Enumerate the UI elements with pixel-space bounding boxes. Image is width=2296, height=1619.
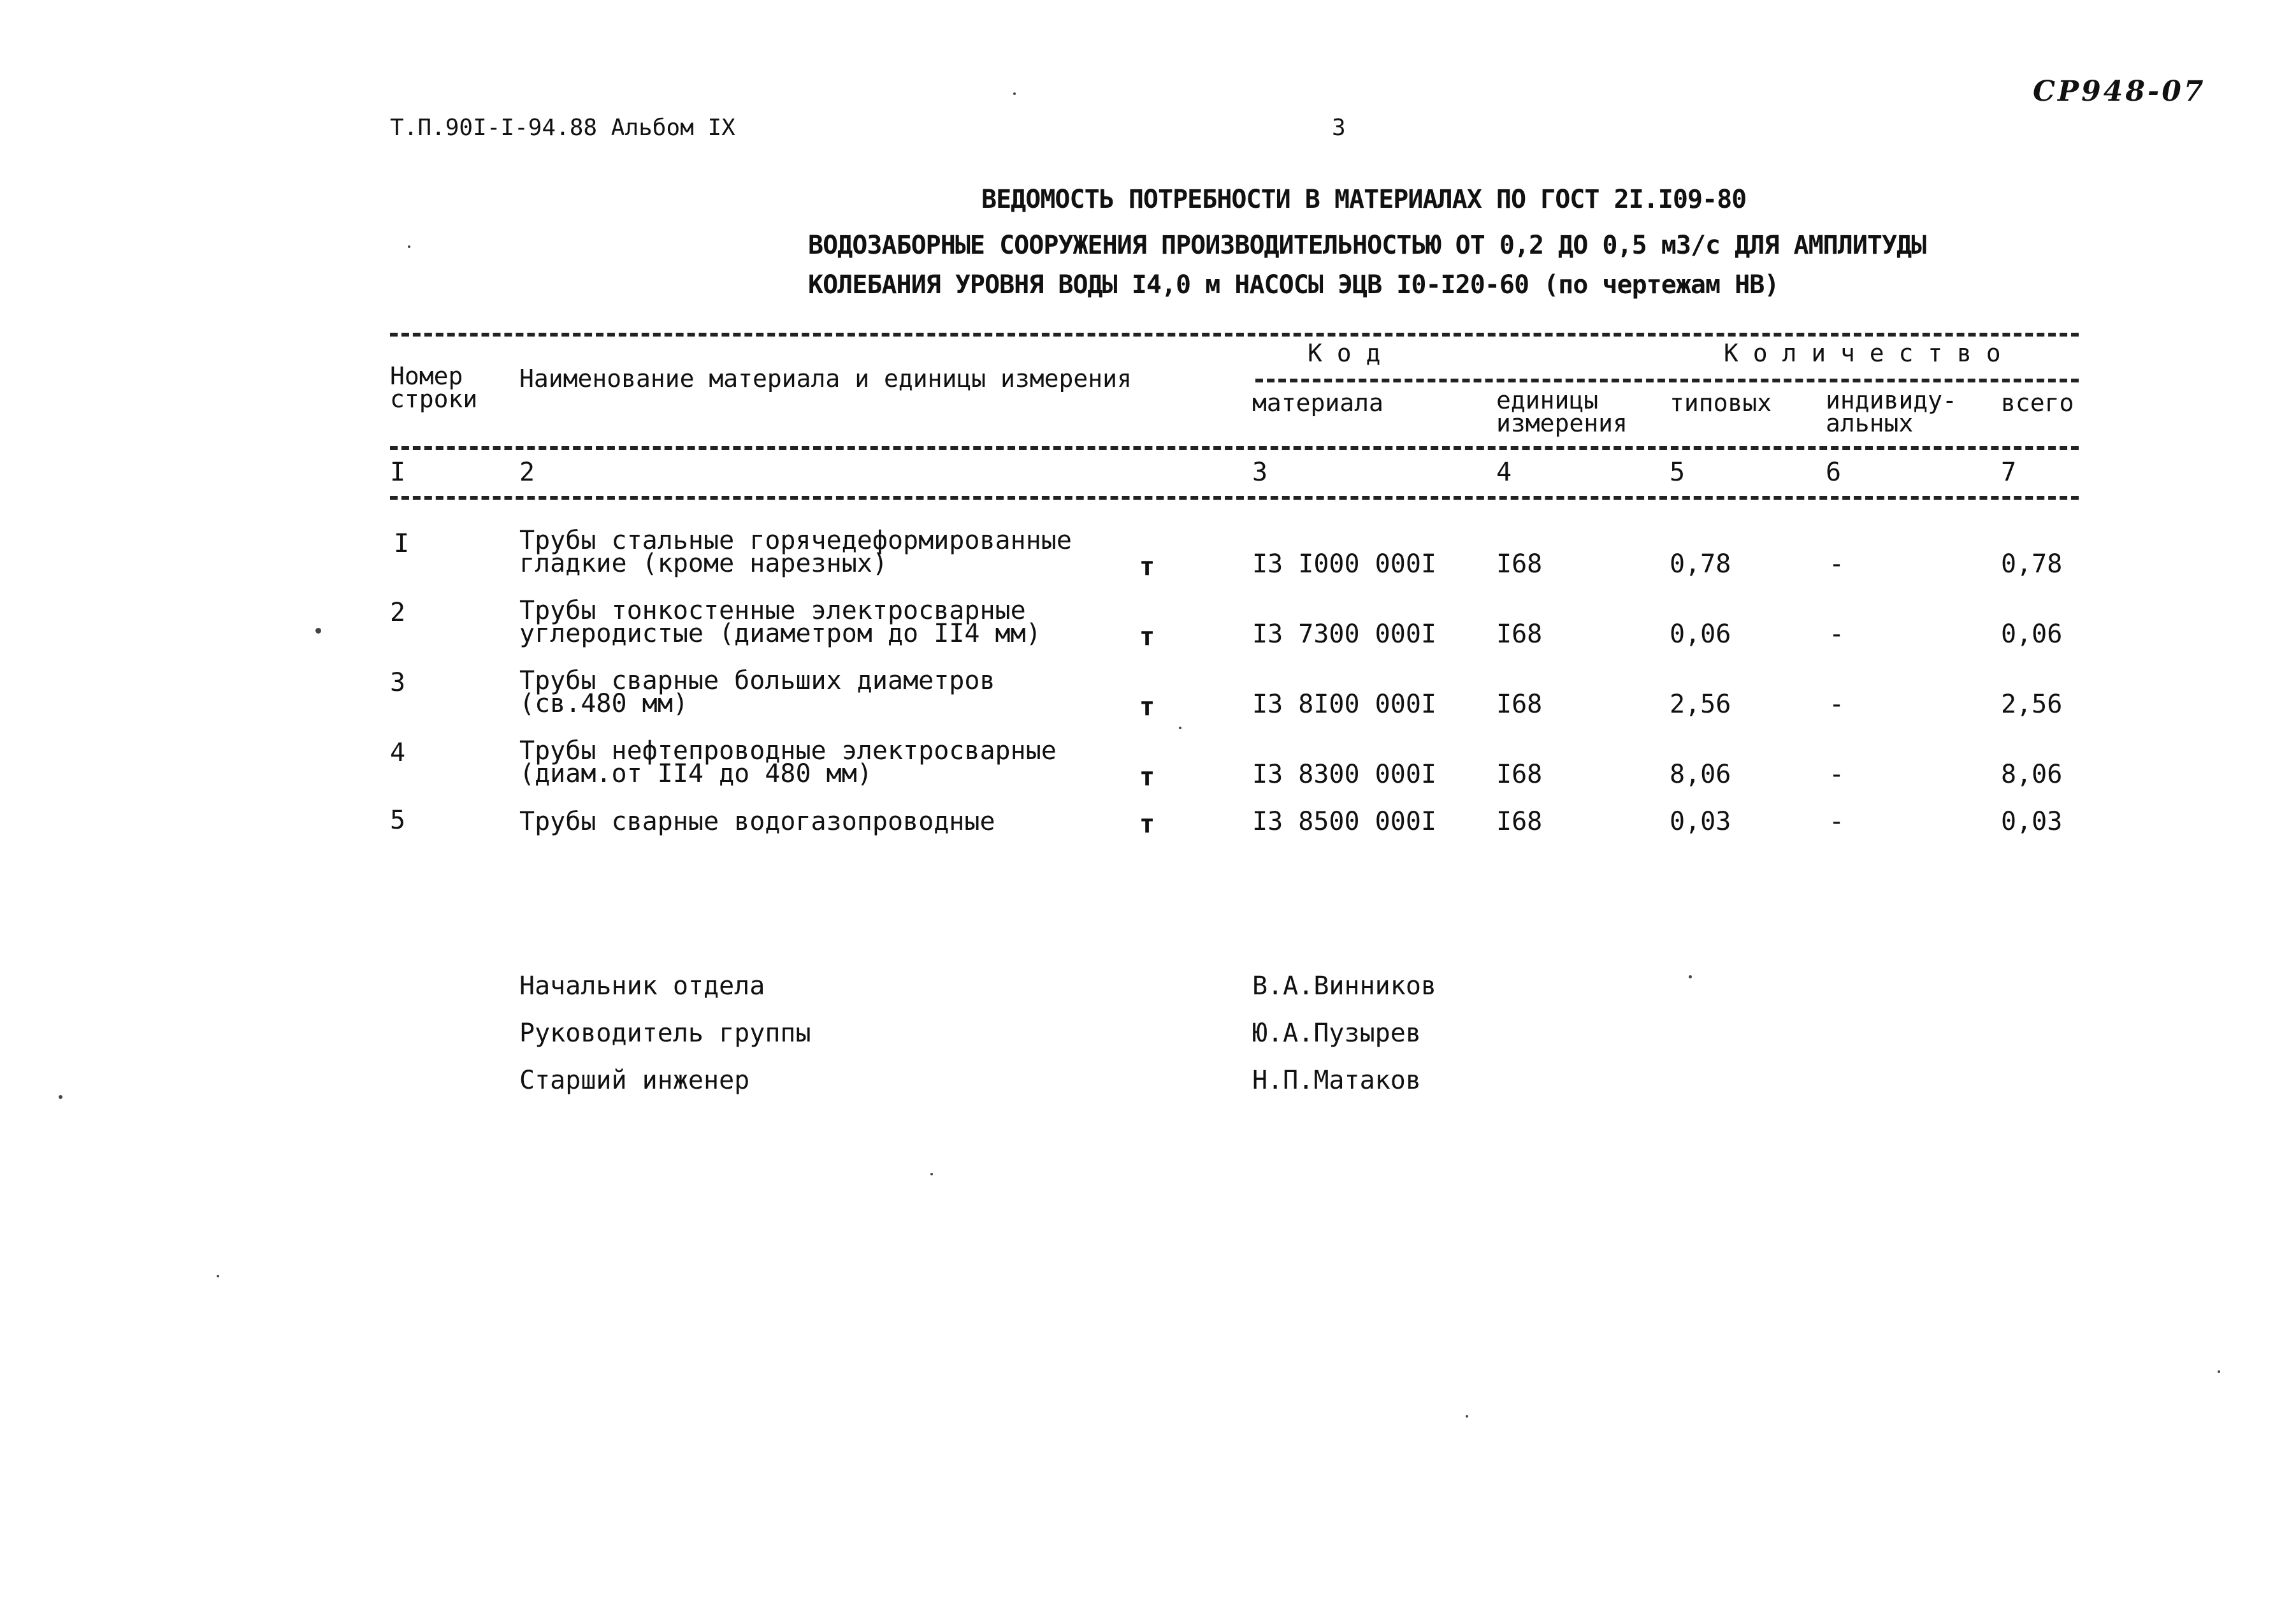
qty-individual: - (1829, 807, 1845, 836)
row-number: 2 (390, 598, 406, 627)
material-name: Трубы нефтепроводные электросварные (диам.от II4 до 480 мм) (519, 736, 1057, 788)
row-number: 3 (390, 668, 406, 697)
qty-typical: 8,06 (1670, 760, 1731, 789)
header-unit-code: единицы измерения (1496, 386, 1628, 437)
unit: т (1139, 552, 1155, 581)
archive-stamp: СР948-07 (2033, 75, 2206, 108)
document-title: ВЕДОМОСТЬ ПОТРЕБНОСТИ В МАТЕРИАЛАХ ПО ГОСТ 2I.I09-80 (981, 185, 1747, 214)
column-number: I (390, 458, 406, 487)
material-code: I3 I000 000I (1252, 549, 1436, 579)
material-code: I3 7300 000I (1252, 620, 1436, 649)
header-qty-typical: типовых (1670, 389, 1772, 417)
signature-role: Руководитель группы (519, 1019, 811, 1048)
signature-name: В.А.Винников (1252, 971, 1436, 1001)
material-code: I3 8300 000I (1252, 760, 1436, 789)
qty-total: 2,56 (2001, 690, 2063, 719)
column-number: 5 (1670, 458, 1686, 487)
unit-code: I68 (1496, 690, 1543, 719)
qty-typical: 2,56 (1670, 690, 1731, 719)
row-number: I (394, 529, 410, 558)
document-subtitle-line-1: ВОДОЗАБОРНЫЕ СООРУЖЕНИЯ ПРОИЗВОДИТЕЛЬНОСТЬЮ ОТ 0,2 ДО 0,5 м3/с ДЛЯ АМПЛИТУДЫ (808, 231, 1926, 260)
unit-code: I68 (1496, 549, 1543, 579)
column-number: 4 (1496, 458, 1512, 487)
signature-role: Старший инженер (519, 1066, 750, 1095)
unit: т (1139, 810, 1155, 839)
scan-speck (1466, 1415, 1468, 1418)
unit: т (1139, 762, 1155, 792)
scan-speck (59, 1095, 62, 1099)
qty-typical: 0,03 (1670, 807, 1731, 836)
material-name: Трубы тонкостенные электросварные углеродистые (диаметром до II4 мм) (519, 596, 1041, 648)
scan-speck (217, 1275, 219, 1277)
qty-individual: - (1829, 760, 1845, 789)
scan-speck (1179, 727, 1181, 729)
header-material-code: материала (1252, 389, 1383, 417)
row-number: 4 (390, 738, 406, 767)
qty-typical: 0,06 (1670, 620, 1731, 649)
unit: т (1139, 692, 1155, 722)
header-material-name: Наименование материала и единицы измерения (519, 365, 1132, 393)
row-number: 5 (390, 806, 406, 835)
material-name: Трубы стальные горячедеформированные гладкие (кроме нарезных) (519, 526, 1072, 578)
qty-total: 0,03 (2001, 807, 2063, 836)
header-qty-individual: индивиду- альных (1826, 386, 1957, 437)
scan-speck (1689, 975, 1692, 978)
unit-code: I68 (1496, 760, 1543, 789)
scan-speck (408, 245, 410, 248)
column-number-rule (390, 496, 2079, 500)
document-reference: Т.П.90I-I-94.88 Альбом IX (390, 115, 735, 141)
material-name: Трубы сварные водогазопроводные (519, 807, 995, 836)
material-code: I3 8I00 000I (1252, 690, 1436, 719)
table-top-rule (390, 333, 2079, 337)
column-number: 6 (1826, 458, 1842, 487)
header-code-group: К о д (1308, 339, 1381, 367)
unit-code: I68 (1496, 620, 1543, 649)
qty-total: 0,06 (2001, 620, 2063, 649)
material-code: I3 8500 000I (1252, 807, 1436, 836)
qty-individual: - (1829, 620, 1845, 649)
code-group-rule (1255, 379, 2079, 382)
qty-individual: - (1829, 690, 1845, 719)
column-number: 2 (519, 458, 535, 487)
qty-individual: - (1829, 549, 1845, 579)
unit: т (1139, 622, 1155, 651)
header-bottom-rule (390, 446, 2079, 450)
scan-speck (315, 628, 321, 634)
unit-code: I68 (1496, 807, 1543, 836)
header-row-number: Номер строки (390, 362, 478, 413)
qty-total: 8,06 (2001, 760, 2063, 789)
signature-role: Начальник отдела (519, 971, 765, 1001)
scan-speck (1013, 92, 1016, 95)
page-number: 3 (1332, 115, 1346, 141)
material-name: Трубы сварные больших диаметров (св.480 мм) (519, 666, 995, 718)
column-number: 7 (2001, 458, 2017, 487)
signature-name: Н.П.Матаков (1252, 1066, 1421, 1095)
scan-speck (930, 1173, 933, 1175)
header-quantity-group: К о л и ч е с т в о (1724, 339, 2001, 367)
signature-name: Ю.А.Пузырев (1252, 1019, 1421, 1048)
scan-speck (2218, 1370, 2220, 1373)
header-qty-total: всего (2001, 389, 2074, 417)
document-subtitle-line-2: КОЛЕБАНИЯ УРОВНЯ ВОДЫ I4,0 м НАСОСЫ ЭЦВ I0-I20-60 (по чертежам НВ) (808, 270, 1779, 300)
qty-typical: 0,78 (1670, 549, 1731, 579)
qty-total: 0,78 (2001, 549, 2063, 579)
column-number: 3 (1252, 458, 1268, 487)
